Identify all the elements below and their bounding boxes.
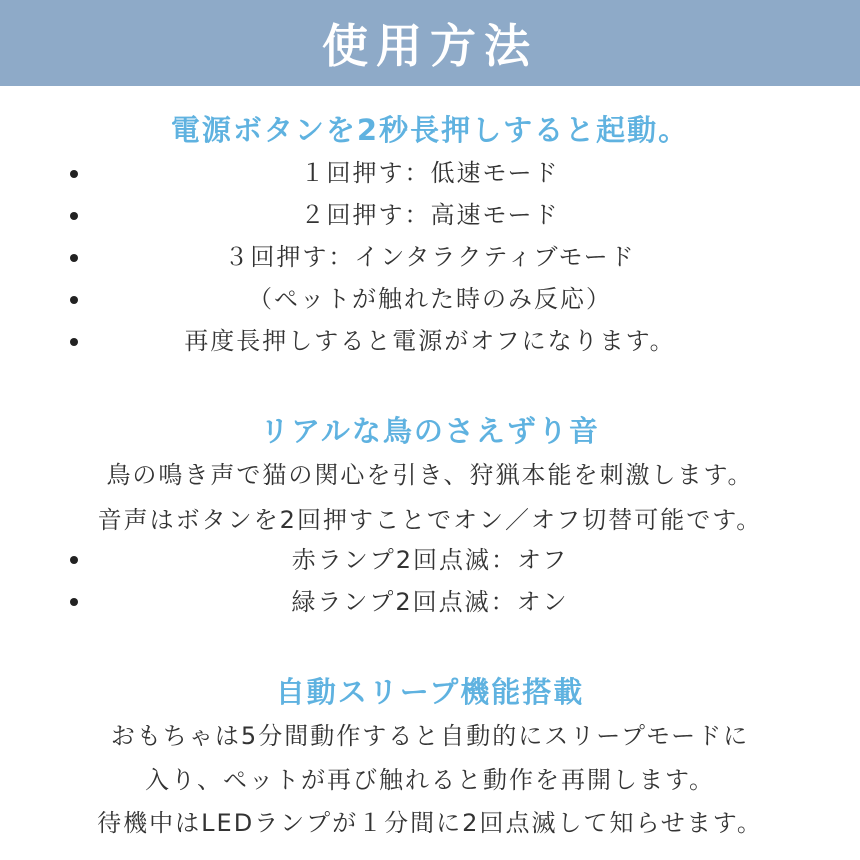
power-item: （ペットが触れた時のみ反応） — [248, 285, 612, 313]
page-title: 使用方法 — [322, 19, 538, 73]
sound-description: 音声はボタンを2回押すことでオン／オフ切替可能です。 — [97, 506, 763, 534]
power-item: １回押す：低速モード — [300, 159, 560, 187]
sound-item: 緑ランプ2回点滅：オン — [291, 588, 569, 616]
sound-item: 赤ランプ2回点滅：オフ — [291, 546, 569, 574]
sleep-description: 入り、ペットが再び触れると動作を再開します。 — [144, 766, 716, 794]
sleep-description: 待機中はLEDランプが１分間に2回点滅して知らせます。 — [97, 809, 763, 837]
sleep-section-title: 自動スリープ機能搭載 — [275, 675, 585, 709]
power-item: ３回押す：インタラクティブモード — [224, 243, 636, 271]
sound-section-title: リアルな鳥のさえずり音 — [260, 414, 600, 448]
power-item: ２回押す：高速モード — [300, 201, 560, 229]
header-banner — [0, 0, 860, 86]
sound-description: 鳥の鳴き声で猫の関心を引き、狩猟本能を刺激します。 — [106, 461, 754, 489]
power-item: 再度長押しすると電源がオフになります。 — [184, 327, 676, 355]
sleep-description: おもちゃは5分間動作すると自動的にスリープモードに — [110, 722, 750, 750]
power-section-title: 電源ボタンを2秒長押しすると起動。 — [170, 113, 690, 147]
